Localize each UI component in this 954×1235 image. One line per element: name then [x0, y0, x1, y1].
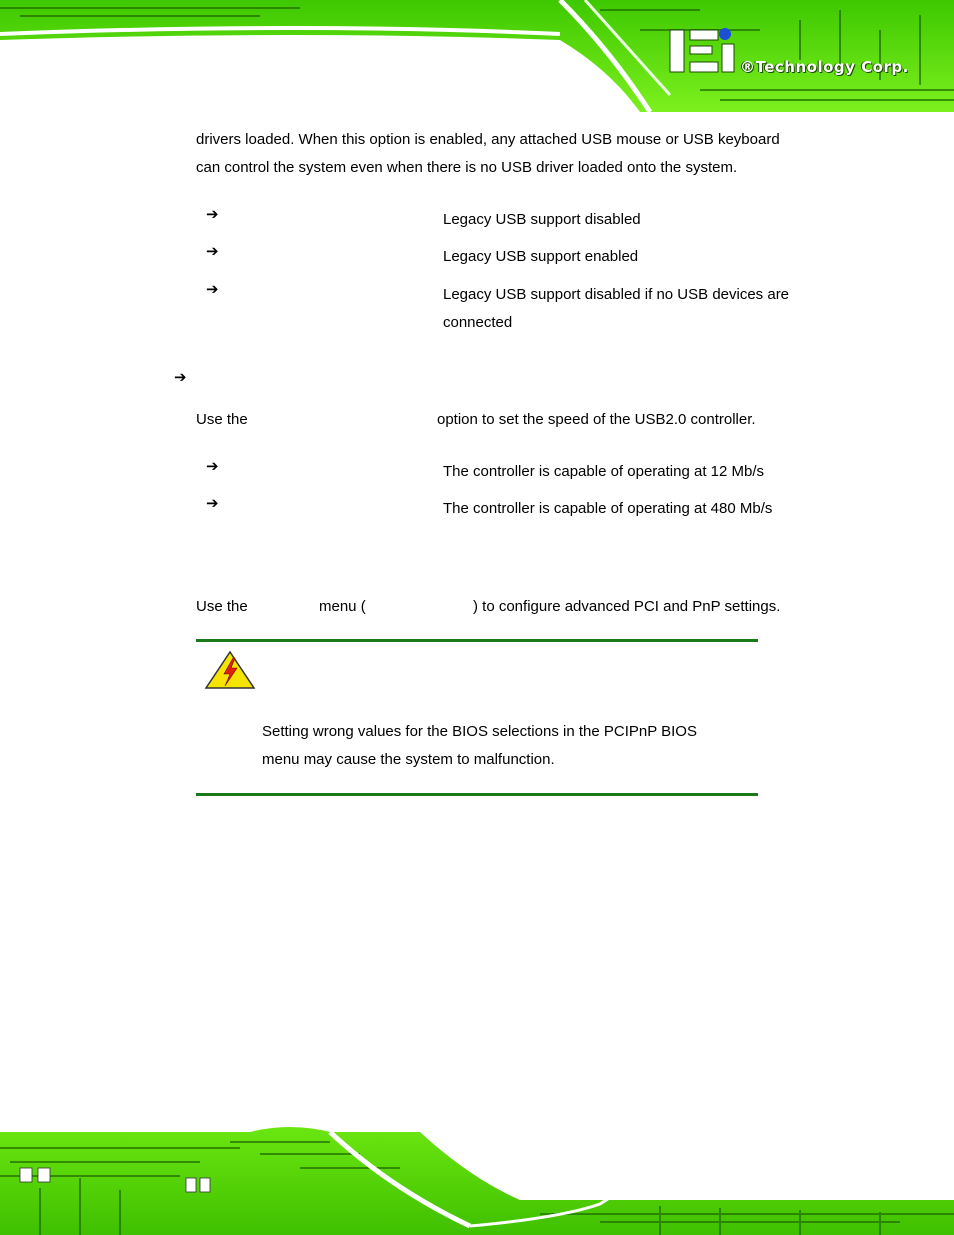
page-footer [0, 1118, 954, 1235]
intro-line-1: drivers loaded. When this option is enabled, any attached USB mouse or USB keyboard [196, 131, 780, 148]
legacy-option-desc: Legacy USB support enabled [443, 248, 639, 265]
usb-speed-option-desc: The controller is capable of operating at 12 Mb/s [443, 463, 765, 480]
warning-line-2: menu may cause the system to malfunction. [262, 751, 555, 768]
warning-bottom-rule [196, 793, 758, 796]
legacy-option-desc-cont: connected [443, 314, 513, 331]
legacy-option-desc: Legacy USB support disabled [443, 211, 641, 228]
circuit-board-banner [0, 0, 954, 112]
warning-top-rule [196, 639, 758, 642]
usb-speed-intro-post: option to set the speed of the USB2.0 controller. [437, 411, 756, 428]
pnp-text-mid: menu ( [319, 598, 366, 615]
warning-icon [204, 650, 256, 690]
warning-line-1: Setting wrong values for the BIOS selections in the PCIPnP BIOS [262, 723, 697, 740]
bullet-arrow-icon: ➔ [206, 242, 219, 260]
usb-speed-option-desc: The controller is capable of operating at 480 Mb/s [443, 500, 773, 517]
pnp-text-post: ) to configure advanced PCI and PnP settings. [473, 598, 781, 615]
bullet-arrow-icon: ➔ [206, 280, 219, 298]
circuit-board-footer [0, 1118, 954, 1235]
logo-dot-icon [719, 28, 731, 40]
intro-line-2: can control the system even when there is no USB driver loaded onto the system. [196, 159, 738, 176]
pnp-text-pre: Use the [196, 598, 248, 615]
legacy-option-desc: Legacy USB support disabled if no USB devices are [443, 286, 790, 303]
bullet-arrow-icon: ➔ [206, 457, 219, 475]
page-header [0, 0, 954, 112]
brand-text: ®Technology Corp. [740, 58, 909, 76]
usb-speed-intro-pre: Use the [196, 411, 248, 428]
section-arrow-icon: ➔ [174, 368, 187, 386]
bullet-arrow-icon: ➔ [206, 494, 219, 512]
bullet-arrow-icon: ➔ [206, 205, 219, 223]
